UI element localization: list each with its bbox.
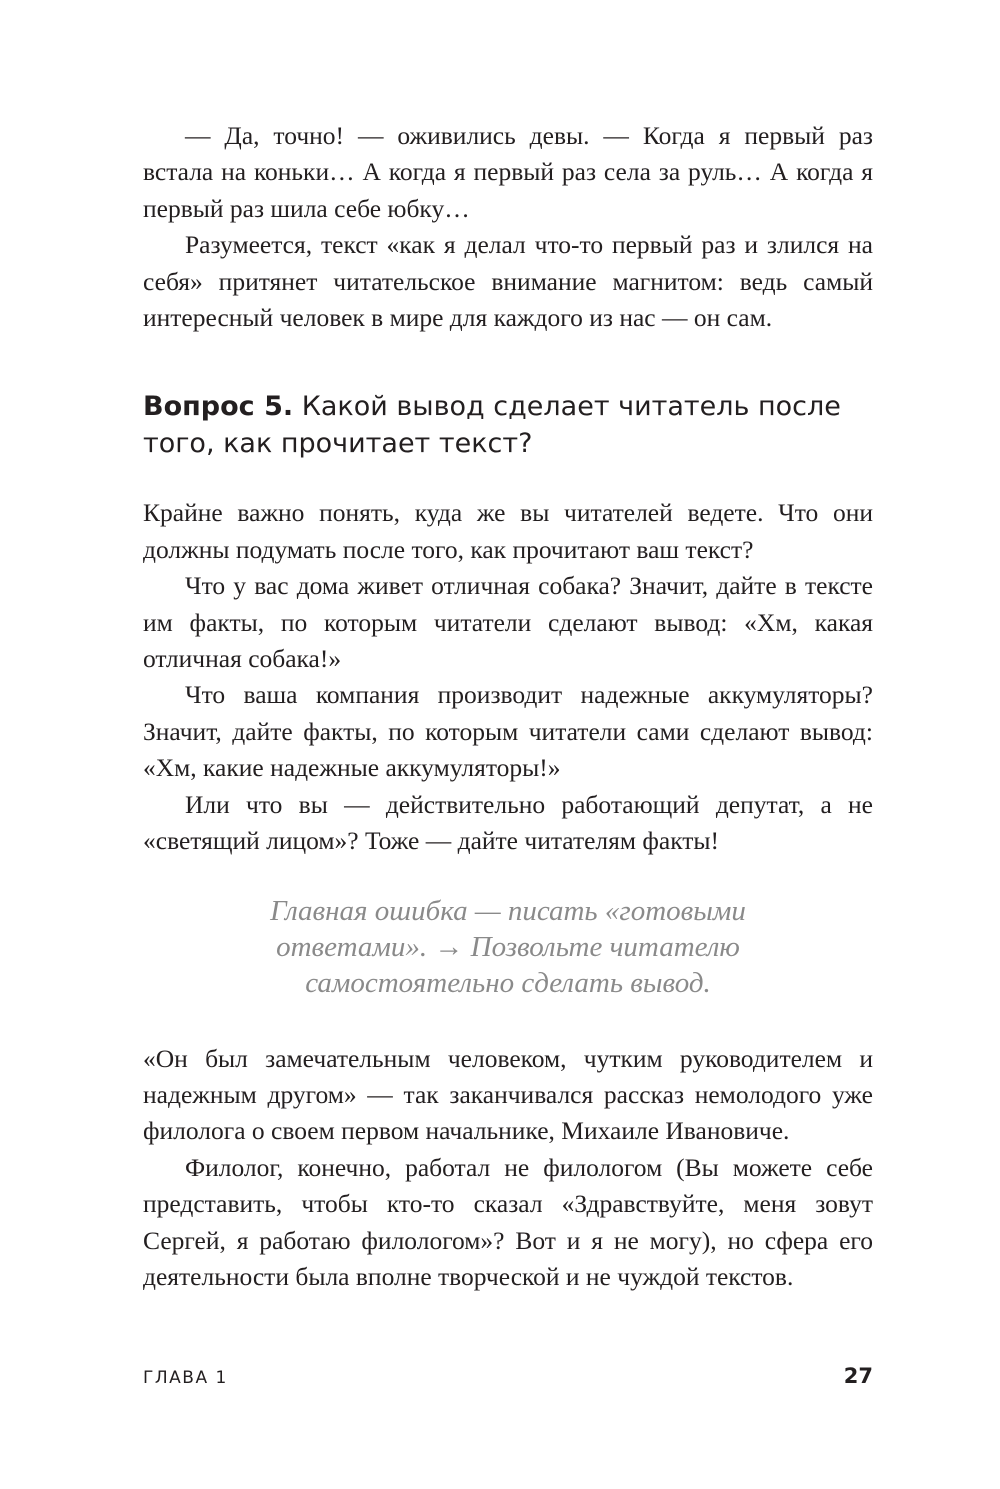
- pull-quote: Главная ошибка — писать «готовыми ответами». → Позвольте читателю самостоятельно сделать вывод.: [270, 894, 746, 999]
- body-paragraph: Разумеется, текст «как я делал что-то первый раз и злился на себя» притянет читательское внимание магнитом: ведь самый интересный человек в мире для каждого из нас — он сам.: [143, 230, 873, 333]
- page-footer: [143, 1364, 873, 1398]
- heading-text: Какой вывод сделает читатель после того, как прочитает текст?: [143, 391, 841, 460]
- dialogue-paragraph: — Да, точно! — оживились девы. — Когда я первый раз встала на коньки… А когда я первый раз села за руль… А когда я первый раз шила себе юбку…: [143, 121, 873, 223]
- body-paragraph: Что ваша компания производит надежные аккумуляторы? Значит, дайте факты, по которым читатели сами сделают вывод: «Хм, какие надежные аккумуляторы!»: [143, 680, 873, 783]
- page-number: 27: [843, 1364, 873, 1388]
- body-paragraph: Филолог, конечно, работал не филологом (Вы можете себе представить, чтобы кто-то сказал «Здравствуйте, меня зовут Сергей, я работаю филологом»? Вот и я не могу), но сфера его деятельности была вполне творческой и не чуждой текстов.: [143, 1152, 873, 1291]
- page-content: [143, 118, 873, 1295]
- body-paragraph: «Он был замечательным человеком, чутким руководителем и надежным другом» — так заканчивался рассказ немолодого уже филолога о своем первом начальнике, Михаиле Ивановиче.: [143, 1043, 873, 1146]
- heading-lead: Вопрос 5.: [143, 391, 294, 423]
- section-heading: [143, 388, 873, 462]
- chapter-label: ГЛАВА 1: [143, 1368, 228, 1388]
- body-paragraph: Или что вы — действительно работающий депутат, а не «светящий лицом»? Тоже — дайте читателям факты!: [143, 789, 873, 856]
- body-paragraph: Что у вас дома живет отличная собака? Значит, дайте в тексте им факты, по которым читатели сделают вывод: «Хм, какая отличная собака!»: [143, 571, 873, 674]
- body-paragraph: Крайне важно понять, куда же вы читателей ведете. Что они должны подумать после того, как прочитают ваш текст?: [143, 498, 873, 564]
